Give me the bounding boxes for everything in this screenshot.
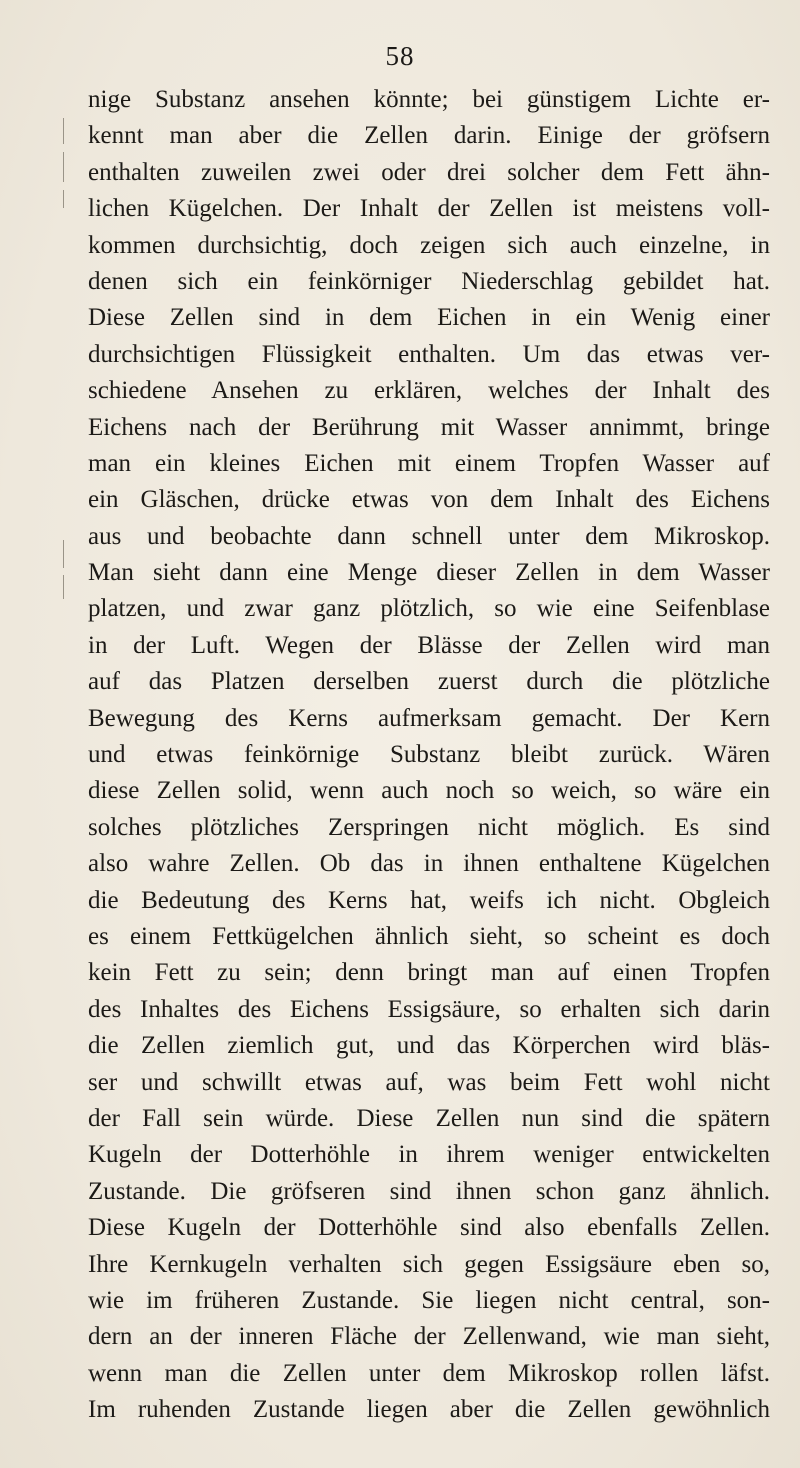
text-line: nige Substanz ansehen könnte; bei günstigem Lichte er- — [88, 86, 770, 113]
text-line: Diese Kugeln der Dotterhöhle sind also ebenfalls Zellen. — [88, 1214, 770, 1242]
text-line: des Inhaltes des Eichens Essigsäure, so erhalten sich darin — [88, 995, 770, 1023]
text-line: der Fall sein würde. Diese Zellen nun sind die spätern — [88, 1104, 770, 1132]
margin-mark — [63, 118, 64, 144]
text-line: kennt man aber die Zellen darin. Einige der gröfsern — [88, 122, 770, 150]
text-line: Ihre Kernkugeln verhalten sich gegen Essigsäure eben so, — [88, 1250, 770, 1278]
text-line: dern an der inneren Fläche der Zellenwand, wie man sieht, — [88, 1323, 770, 1351]
margin-mark — [63, 190, 64, 208]
text-line: es einem Fettkügelchen ähnlich sieht, so scheint es doch — [88, 922, 770, 950]
text-line: denen sich ein feinkörniger Niederschlag gebildet hat. — [88, 267, 770, 295]
margin-mark — [63, 540, 64, 568]
text-line: diese Zellen solid, wenn auch noch so weich, so wäre ein — [88, 777, 770, 805]
text-line: ser und schwillt etwas auf, was beim Fett wohl nicht — [88, 1068, 770, 1096]
page-number: 58 — [385, 41, 415, 71]
text-line: wie im früheren Zustande. Sie liegen nicht central, son- — [88, 1286, 770, 1314]
text-line: man ein kleines Eichen mit einem Tropfen Wasser auf — [88, 449, 770, 477]
text-line: enthalten zuweilen zwei oder drei solcher dem Fett ähn- — [88, 158, 770, 186]
text-line: Man sieht dann eine Menge dieser Zellen in dem Wasser — [88, 559, 770, 587]
text-line: aus und beobachte dann schnell unter dem Mikroskop. — [88, 522, 770, 550]
text-line: in der Luft. Wegen der Blässe der Zellen wird man — [88, 631, 770, 659]
text-line: schiedene Ansehen zu erklären, welches der Inhalt des — [88, 377, 770, 405]
text-line: wenn man die Zellen unter dem Mikroskop rollen läfst. — [88, 1359, 770, 1387]
text-line: lichen Kügelchen. Der Inhalt der Zellen ist meistens voll- — [88, 195, 770, 223]
text-line: auf das Platzen derselben zuerst durch die plötzliche — [88, 668, 770, 696]
text-line: kein Fett zu sein; denn bringt man auf einen Tropfen — [88, 959, 770, 987]
body-text — [88, 82, 770, 1428]
text-line: also wahre Zellen. Ob das in ihnen enthaltene Kügelchen — [88, 850, 770, 878]
text-line: durchsichtigen Flüssigkeit enthalten. Um das etwas ver- — [88, 340, 770, 368]
text-line: Zustande. Die gröfseren sind ihnen schon ganz ähnlich. — [88, 1177, 770, 1205]
margin-mark — [63, 575, 64, 599]
text-line: Diese Zellen sind in dem Eichen in ein Wenig einer — [88, 304, 770, 332]
text-line: platzen, und zwar ganz plötzlich, so wie eine Seifenblase — [88, 595, 770, 623]
text-line: Bewegung des Kerns aufmerksam gemacht. Der Kern — [88, 704, 770, 732]
text-line: Eichens nach der Berührung mit Wasser annimmt, bringe — [88, 413, 770, 441]
margin-mark — [63, 152, 64, 182]
text-line: die Zellen ziemlich gut, und das Körperchen wird bläs- — [88, 1032, 770, 1060]
text-line: die Bedeutung des Kerns hat, weifs ich nicht. Obgleich — [88, 886, 770, 914]
text-line: solches plötzliches Zerspringen nicht möglich. Es sind — [88, 813, 770, 841]
text-line: ein Gläschen, drücke etwas von dem Inhalt des Eichens — [88, 486, 770, 514]
text-line: Im ruhenden Zustande liegen aber die Zellen gewöhnlich — [88, 1396, 770, 1424]
text-line: Kugeln der Dotterhöhle in ihrem weniger entwickelten — [88, 1141, 770, 1169]
text-line: kommen durchsichtig, doch zeigen sich auch einzelne, in — [88, 231, 770, 259]
text-line: und etwas feinkörnige Substanz bleibt zurück. Wären — [88, 741, 770, 769]
